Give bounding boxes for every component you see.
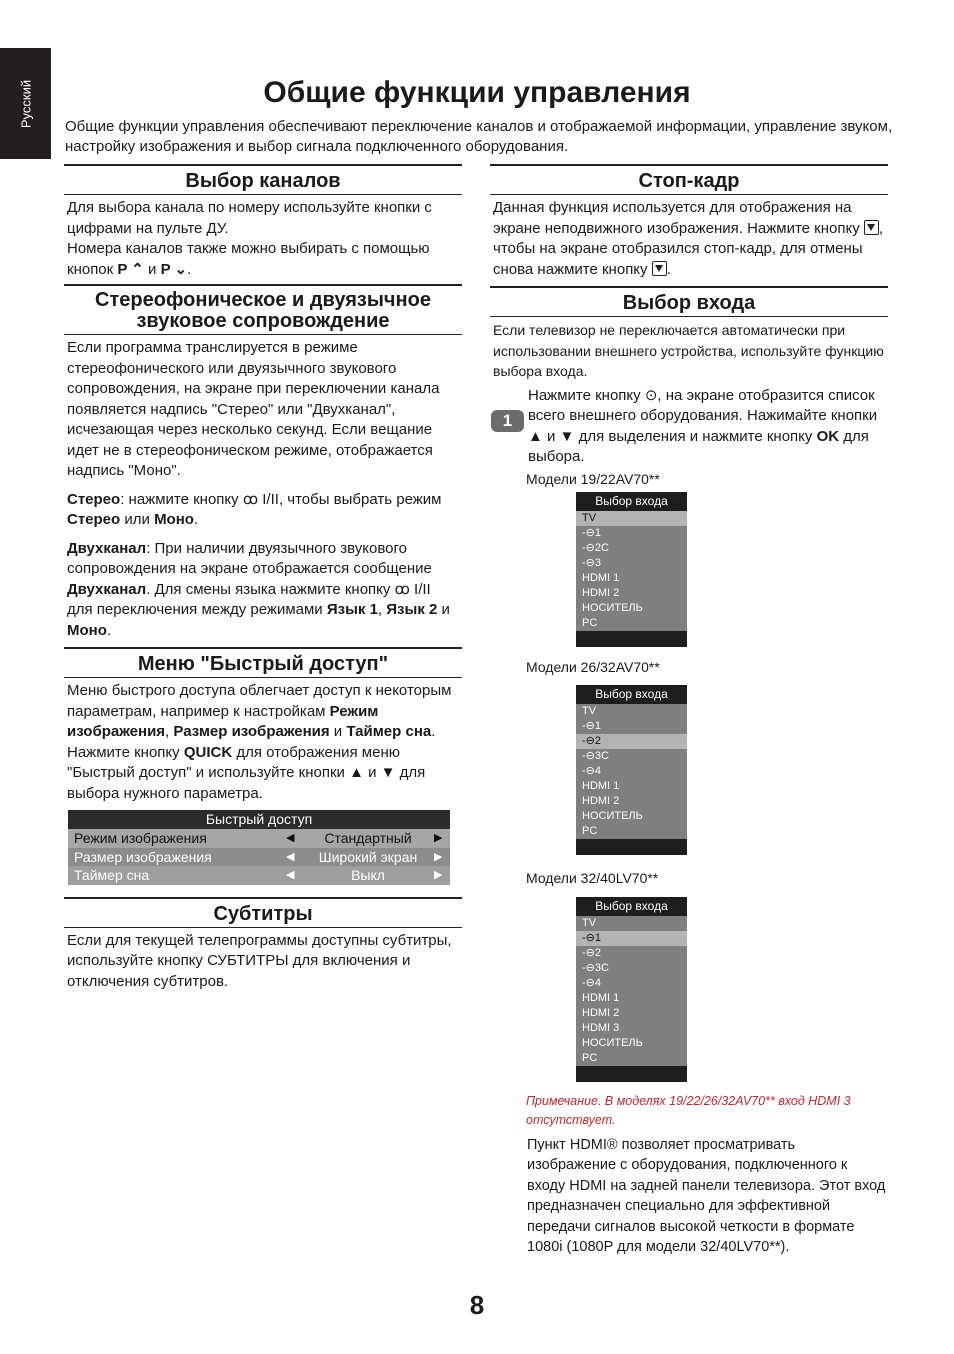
channels-p2-suffix: . bbox=[187, 260, 192, 278]
quick-b2: Размер изображения bbox=[173, 723, 330, 740]
subtitles-text: Если для текущей телепрограммы доступны субтитры, используйте кнопку СУБТИТРЫ для включения и отключения субтитров. bbox=[67, 931, 452, 990]
dual-text3: для переключения между режимами bbox=[67, 601, 327, 618]
dual-text2: . Для смены языка нажмите кнопку bbox=[146, 580, 395, 598]
freeze-t1: Данная функция используется для отображения на экране неподвижного изображения. Нажмите кнопку bbox=[493, 199, 864, 237]
quick-menu-row[interactable] bbox=[68, 866, 450, 885]
p-up-button-label: P ⌃ bbox=[117, 260, 144, 278]
input-menu-item[interactable]: HDMI 1 bbox=[576, 991, 687, 1006]
lang2-option: Язык 2 bbox=[386, 601, 438, 618]
stereo-dot: . bbox=[193, 511, 199, 528]
stereo-option: Стерео bbox=[67, 511, 121, 528]
dual-mono-icon: ꝏ I/II bbox=[394, 580, 431, 598]
input-menu-item[interactable]: -⊖4 bbox=[576, 976, 687, 991]
quick-row-label: Режим изображения bbox=[74, 830, 207, 846]
quick-access-menu bbox=[68, 810, 450, 885]
mono-option: Моно bbox=[154, 511, 194, 528]
input-menu-item[interactable]: -⊖2 bbox=[576, 946, 687, 961]
input-menu bbox=[576, 685, 687, 855]
page-number: 8 bbox=[469, 1290, 485, 1320]
channels-p2-prefix: Номера каналов также можно выбирать с помощью кнопок bbox=[67, 240, 430, 278]
dual-and: и bbox=[437, 601, 450, 618]
channels-p2 bbox=[67, 239, 459, 280]
freeze-t2: , чтобы на экране отобразился стоп-кадр, для отмены снова нажмите кнопку bbox=[493, 219, 884, 278]
dual-message: Двухканал bbox=[67, 580, 147, 598]
quick-row-value: Стандартный bbox=[324, 830, 412, 846]
channels-p1: Для выбора канала по номеру используйте кнопки с цифрами на пульте ДУ. bbox=[67, 199, 432, 237]
channels-text bbox=[67, 198, 459, 280]
input-menu-item[interactable]: TV bbox=[576, 916, 687, 931]
input-menu bbox=[576, 492, 687, 647]
quick-t3: и bbox=[329, 723, 347, 740]
input-menu-item[interactable]: -⊖1 bbox=[576, 526, 687, 541]
ok-button-label: OK bbox=[816, 427, 840, 445]
input-menu-item[interactable]: -⊖4 bbox=[576, 764, 687, 779]
quick-menu-header: Быстрый доступ bbox=[68, 810, 450, 829]
dual-mono-icon: ꝏ I/II bbox=[242, 490, 279, 508]
input-menu-title: Выбор входа bbox=[576, 492, 687, 511]
lang1-option: Язык 1 bbox=[326, 601, 378, 618]
input-menu-item[interactable]: -⊖3C bbox=[576, 961, 687, 976]
freeze-t3: . bbox=[666, 260, 671, 278]
input-intro: Если телевизор не переключается автоматически при использовании внешнего устройства, используйте функцию выбора входа. bbox=[493, 322, 884, 379]
step-1 bbox=[490, 386, 888, 468]
quick-row-label: Размер изображения bbox=[74, 848, 212, 865]
hdmi-note: Примечание. В моделях 19/22/26/32AV70** вход HDMI 3 отсутствует. bbox=[526, 1093, 851, 1127]
quick-menu-row[interactable] bbox=[68, 848, 450, 867]
dual-dot: . bbox=[106, 621, 112, 639]
freeze-heading: Стоп-кадр bbox=[490, 164, 888, 195]
input-menu-item[interactable]: -⊖2 bbox=[576, 734, 687, 749]
step-number-badge: 1 bbox=[491, 410, 524, 432]
freeze-text bbox=[493, 198, 885, 280]
input-menu-item[interactable]: HDMI 2 bbox=[576, 794, 687, 809]
page-title: Общие функции управления bbox=[263, 76, 691, 109]
left-column bbox=[64, 164, 462, 1000]
stereo-text2: , чтобы выбрать режим bbox=[278, 490, 442, 508]
quick-heading: Меню "Быстрый доступ" bbox=[64, 647, 462, 678]
quick-row-value: Широкий экран bbox=[318, 848, 418, 865]
language-label: Русский bbox=[18, 79, 34, 129]
input-menu-item[interactable]: HDMI 2 bbox=[576, 1006, 687, 1021]
input-menu bbox=[576, 897, 687, 1082]
intro-text: Общие функции управления обеспечивают переключение каналов и отображаемой информации, управление звуком, настройку изображения и выбор сигнала подключенного оборудования. bbox=[65, 118, 893, 155]
channels-and: и bbox=[143, 260, 161, 278]
quick-button-label: QUICK bbox=[183, 743, 233, 761]
quick-t2: , bbox=[165, 723, 174, 740]
right-column bbox=[490, 164, 888, 1258]
stereo-heading bbox=[64, 284, 462, 335]
input-menu-item[interactable]: -⊖3 bbox=[576, 556, 687, 571]
input-menu-footer bbox=[576, 1066, 687, 1082]
stereo-heading-line1: Стереофоническое и двуязычное bbox=[95, 289, 431, 311]
model-label: Модели 19/22AV70** bbox=[526, 470, 660, 487]
dual-text1: : При наличии двуязычного звукового сопровождения на экране отображается сообщение bbox=[67, 539, 432, 577]
input-menu-item[interactable]: PC bbox=[576, 824, 687, 839]
input-menu-item[interactable]: PC bbox=[576, 616, 687, 631]
input-menu-item[interactable]: -⊖3C bbox=[576, 749, 687, 764]
input-menu-item[interactable]: -⊖1 bbox=[576, 719, 687, 734]
step-text bbox=[528, 386, 888, 468]
input-menu-footer bbox=[576, 631, 687, 647]
stereo-text1: : нажмите кнопку bbox=[120, 490, 243, 508]
freeze-button-icon bbox=[652, 261, 667, 276]
input-heading: Выбор входа bbox=[490, 286, 888, 317]
input-menu-item[interactable]: HDMI 1 bbox=[576, 571, 687, 586]
model-label: Модели 26/32AV70** bbox=[526, 658, 660, 675]
quick-row-value: Выкл bbox=[351, 867, 385, 883]
input-menu-item[interactable]: НОСИТЕЛЬ bbox=[576, 601, 687, 616]
quick-text bbox=[67, 681, 459, 804]
dual-comma: , bbox=[377, 601, 387, 618]
dual-mode-text bbox=[67, 539, 459, 642]
step-t2: для выбора. bbox=[528, 427, 869, 465]
hdmi-description: Пункт HDMI® позволяет просматривать изображение с оборудования, подключенного к входу HDMI на задней панели телевизора. Этот вход предназначен специально для эффективной передачи сигналов высокой четкости в формате 1080i (1080P для модели 32/40LV70**). bbox=[527, 1136, 886, 1255]
stereo-label: Стерео bbox=[67, 490, 121, 508]
input-menu-item[interactable]: TV bbox=[576, 704, 687, 719]
arrow-right-icon[interactable]: ▶ bbox=[434, 869, 443, 881]
input-menu-title: Выбор входа bbox=[576, 897, 687, 916]
input-menu-item[interactable]: HDMI 2 bbox=[576, 586, 687, 601]
quick-b3: Таймер сна bbox=[346, 723, 432, 740]
dual-label: Двухканал bbox=[67, 539, 147, 557]
step-t1: Нажмите кнопку ⊙, на экране отобразится список всего внешнего оборудования. Нажимайте кнопки ▲ и ▼ для выделения и нажмите кнопку bbox=[528, 386, 878, 445]
input-menu-item[interactable]: -⊖2C bbox=[576, 541, 687, 556]
arrow-right-icon[interactable]: ▶ bbox=[434, 850, 443, 863]
freeze-button-icon bbox=[864, 220, 879, 235]
input-menu-item[interactable]: HDMI 1 bbox=[576, 779, 687, 794]
quick-t5: для отображения меню "Быстрый доступ" и используйте кнопки ▲ и ▼ для выбора нужного параметра. bbox=[67, 743, 426, 802]
input-menu-item[interactable]: HDMI 3 bbox=[576, 1021, 687, 1036]
stereo-p1: Если программа транслируется в режиме стереофонического или двуязычного звукового сопровождения, на экране при переключении канала появляется надпись "Стерео" или "Двухканал", исчезающая через несколько секунд. Если вещание идет не в стереофоническом режиме, отображается надпись "Моно". bbox=[67, 339, 440, 479]
stereo-mode-text bbox=[67, 490, 459, 531]
p-down-button-label: P ⌄ bbox=[160, 260, 188, 278]
input-menu-item[interactable]: НОСИТЕЛЬ bbox=[576, 809, 687, 824]
subtitles-heading: Субтитры bbox=[64, 897, 462, 928]
input-menu-item[interactable]: НОСИТЕЛЬ bbox=[576, 1036, 687, 1051]
input-menu-footer bbox=[576, 839, 687, 855]
stereo-heading-line2: звуковое сопровождение bbox=[136, 310, 390, 332]
channels-heading: Выбор каналов bbox=[64, 164, 462, 195]
arrow-right-icon[interactable]: ▶ bbox=[434, 832, 443, 844]
mono-option-2: Моно bbox=[67, 621, 107, 639]
quick-row-label: Таймер сна bbox=[74, 867, 150, 883]
model-label: Модели 32/40LV70** bbox=[526, 869, 659, 886]
input-menu-title: Выбор входа bbox=[576, 685, 687, 704]
arrow-left-icon[interactable]: ◀ bbox=[286, 869, 295, 881]
arrow-left-icon[interactable]: ◀ bbox=[286, 832, 295, 844]
quick-t1: Меню быстрого доступа облегчает доступ к некоторым параметрам, например к настройкам bbox=[67, 682, 452, 720]
quick-b1: Режим изображения bbox=[67, 702, 379, 740]
quick-t4: . Нажмите кнопку bbox=[67, 723, 436, 761]
stereo-or: или bbox=[120, 511, 155, 528]
arrow-left-icon[interactable]: ◀ bbox=[286, 850, 295, 863]
input-menu-item[interactable]: TV bbox=[576, 511, 687, 526]
input-menu-item[interactable]: PC bbox=[576, 1051, 687, 1066]
quick-menu-row[interactable] bbox=[68, 829, 450, 848]
input-menu-item[interactable]: -⊖1 bbox=[576, 931, 687, 946]
